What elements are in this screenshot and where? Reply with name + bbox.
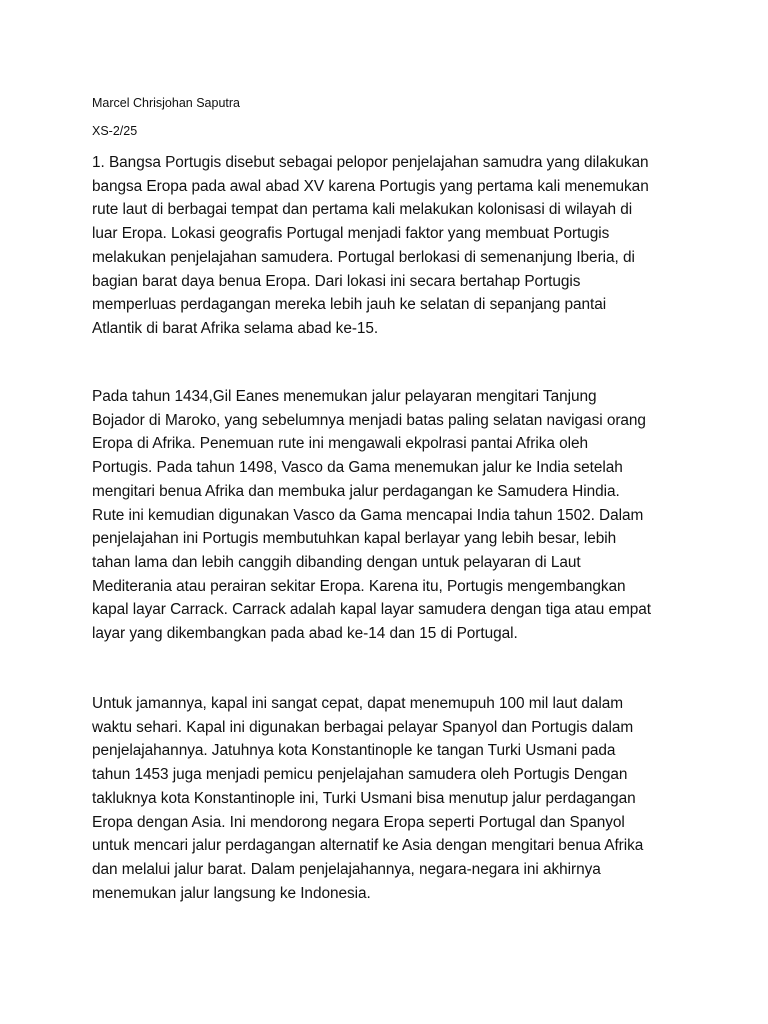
- paragraph-line: Bojador di Maroko, yang sebelumnya menjadi batas paling selatan navigasi orang: [92, 411, 646, 429]
- paragraph-line: Portugis. Pada tahun 1498, Vasco da Gama menemukan jalur ke India setelah: [92, 459, 623, 477]
- paragraph-line: melakukan penjelajahan samudera. Portugal berlokasi di semenanjung Iberia, di: [92, 248, 635, 266]
- paragraph-line: memperluas perdagangan mereka lebih jauh ke selatan di sepanjang pantai: [92, 296, 607, 314]
- paragraph-line: penjelajahannya. Jatuhnya kota Konstantinople ke tangan Turki Usmani pada: [92, 742, 616, 760]
- paragraph-line: Eropa di Afrika. Penemuan rute ini mengawali ekpolrasi pantai Afrika oleh: [92, 435, 588, 453]
- class-code: XS-2/25: [92, 124, 138, 138]
- paragraph-line: penjelajahan ini Portugis membutuhkan kapal berlayar yang lebih besar, lebih: [92, 530, 617, 548]
- paragraph-line: tahun 1453 juga menjadi pemicu penjelajahan samudera oleh Portugis Dengan: [92, 766, 628, 784]
- paragraph-line: tahan lama dan lebih canggih dibanding dengan untuk pelayaran di Laut: [92, 553, 581, 571]
- paragraph-line: Rute ini kemudian digunakan Vasco da Gama mencapai India tahun 1502. Dalam: [92, 506, 644, 524]
- paragraph-1: [92, 151, 692, 341]
- paragraph-line: Eropa dengan Asia. Ini mendorong negara Eropa seperti Portugal dan Spanyol: [92, 813, 625, 831]
- paragraph-line: Mediterania atau perairan sekitar Eropa. Karena itu, Portugis mengembangkan: [92, 577, 626, 595]
- paragraph-line: takluknya kota Konstantinople ini, Turki Usmani bisa menutup jalur perdagangan: [92, 789, 636, 807]
- paragraph-line: rute laut di berbagai tempat dan pertama kali melakukan kolonisasi di wilayah di: [92, 201, 633, 219]
- paragraph-line: 1. Bangsa Portugis disebut sebagai pelopor penjelajahan samudra yang dilakukan: [92, 154, 649, 171]
- paragraph-line: Pada tahun 1434,Gil Eanes menemukan jalur pelayaran mengitari Tanjung: [92, 388, 597, 405]
- paragraph-3: [92, 692, 692, 905]
- author-name: Marcel Chrisjohan Saputra: [92, 96, 240, 110]
- paragraph-line: Atlantik di barat Afrika selama abad ke-15.: [92, 319, 379, 337]
- paragraph-line: kapal layar Carrack. Carrack adalah kapal layar samudera dengan tiga atau empat: [92, 601, 651, 619]
- paragraph-line: Untuk jamannya, kapal ini sangat cepat, dapat menemupuh 100 mil laut dalam: [92, 695, 624, 712]
- paragraph-line: layar yang dikembangkan pada abad ke-14 dan 15 di Portugal.: [92, 625, 518, 643]
- paragraph-line: dan melalui jalur barat. Dalam penjelajahannya, negara-negara ini akhirnya: [92, 860, 601, 878]
- paragraph-line: bangsa Eropa pada awal abad XV karena Portugis yang pertama kali menemukan: [92, 177, 649, 195]
- paragraph-line: waktu sehari. Kapal ini digunakan berbagai pelayar Spanyol dan Portugis dalam: [92, 718, 634, 736]
- paragraph-2: [92, 385, 692, 646]
- paragraph-line: mengitari benua Afrika dan membuka jalur perdagangan ke Samudera Hindia.: [92, 482, 620, 500]
- paragraph-line: menemukan jalur langsung ke Indonesia.: [92, 884, 371, 902]
- paragraph-line: luar Eropa. Lokasi geografis Portugal menjadi faktor yang membuat Portugis: [92, 225, 610, 243]
- paragraph-line: untuk mencari jalur perdagangan alternatif ke Asia dengan mengitari benua Afrika: [92, 837, 644, 855]
- paragraph-line: bagian barat daya benua Eropa. Dari lokasi ini secara bertahap Portugis: [92, 272, 581, 290]
